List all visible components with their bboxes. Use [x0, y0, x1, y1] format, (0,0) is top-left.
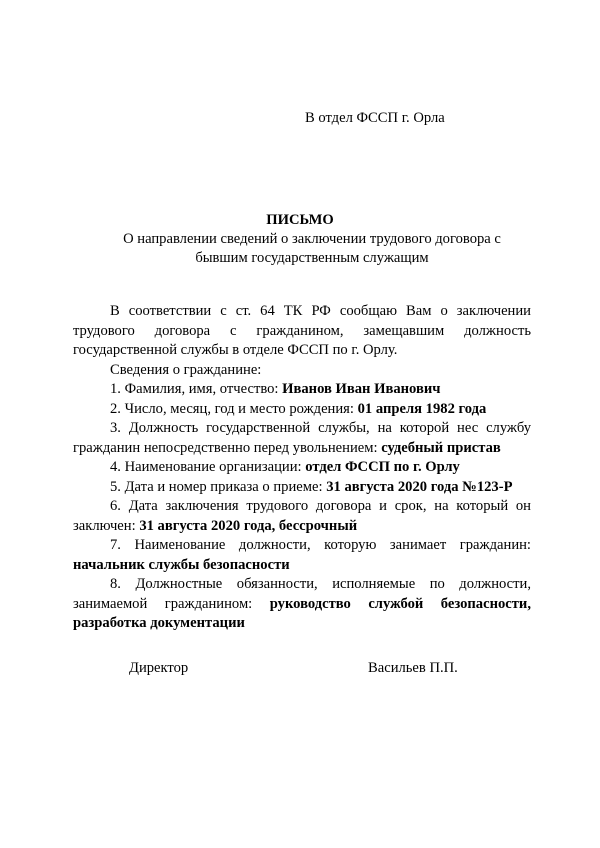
info-item-7 — [73, 536, 531, 575]
info-item-label: 2. Число, месяц, год и место рождения: — [110, 400, 354, 417]
info-item-3 — [73, 419, 531, 458]
info-item-label: 5. Дата и номер приказа о приеме: — [110, 478, 323, 495]
info-item-value: 31 августа 2020 года №123-Р — [326, 478, 513, 495]
info-item-value: судебный пристав — [381, 439, 501, 456]
info-item-label: 6. Дата заключения трудового договора и срок, на который он заключен: — [73, 498, 531, 534]
info-item-2 — [73, 400, 531, 420]
info-item-label: 3. Должность государственной службы, на которой нес службу гражданин непосредственно перед увольнением: — [73, 420, 531, 456]
letter-subject — [112, 230, 512, 268]
info-heading: Сведения о гражданине: — [110, 361, 262, 378]
info-item-label: 1. Фамилия, имя, отчество: — [110, 381, 279, 397]
intro-paragraph: В соответствии с ст. 64 ТК РФ сообщаю Вам о заключении трудового договора с гражданином, замещавшим должность государственной службы в отделе ФССП по г. Орлу. — [73, 303, 531, 358]
info-item-6 — [73, 497, 531, 536]
addressee: В отдел ФССП г. Орла — [305, 110, 445, 126]
info-item-value: руководство службой безопасности, разработка документации — [73, 595, 531, 631]
letter-body — [73, 302, 531, 634]
info-item-5 — [73, 478, 531, 498]
info-item-4 — [73, 458, 531, 478]
signature-position: Директор — [129, 660, 189, 676]
info-item-label: 8. Должностные обязанности, исполняемые по должности, занимаемой гражданином: — [73, 576, 531, 612]
info-item-label: 4. Наименование организации: — [110, 459, 302, 475]
info-item-value: Иванов Иван Иванович — [282, 381, 441, 397]
info-item-value: 01 апреля 1982 года — [357, 400, 487, 417]
letter-title: ПИСЬМО — [266, 212, 334, 228]
info-item-value: начальник службы безопасности — [73, 556, 290, 573]
info-item-1 — [73, 380, 531, 400]
subject-line-2: бывшим государственным служащим — [195, 250, 429, 266]
signature-name: Васильев П.П. — [368, 660, 458, 676]
info-item-8 — [73, 575, 531, 634]
info-item-label: 7. Наименование должности, которую занимает гражданин: — [110, 537, 531, 553]
subject-line-1: О направлении сведений о заключении трудового договора с — [123, 231, 501, 247]
info-item-value: отдел ФССП по г. Орлу — [305, 459, 460, 475]
info-item-value: 31 августа 2020 года, бессрочный — [139, 517, 358, 534]
